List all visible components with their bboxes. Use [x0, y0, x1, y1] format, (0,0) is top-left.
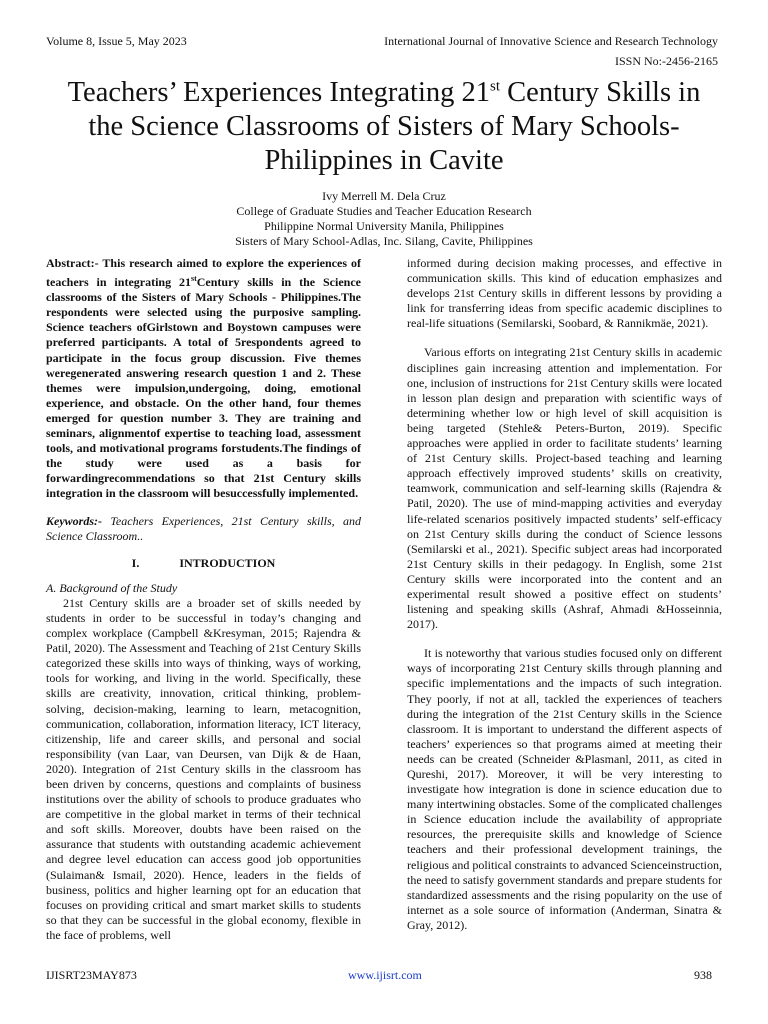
author-affiliation-1: College of Graduate Studies and Teacher Education Research — [236, 204, 532, 218]
author-name: Ivy Merrell M. Dela Cruz — [322, 189, 446, 203]
subsection-heading: A. Background of the Study — [46, 580, 178, 595]
left-column — [46, 256, 361, 943]
body-paragraph-4: It is noteworthy that various studies focused only on different ways of incorporating 21st Century skills through planning and specific implementations and the impacts of such integration. They poorly, if not at all, tackled the experiences of teachers during the integration of the 21st Century skills in the Science classroom. It is important to understand the different aspects of teachers’ experiences so that programs aimed at meeting their needs can be created (Schneider &Plasmanl, 2011, as cited in Qureshi, 2017). Moreover, it will be very interesting to investigate how integration is done in science education due to many intertwining obstacles. Some of the complicated challenges in Science education include the availability of appropriate resources, the prerequisite skills and knowledge of Science teachers and their professional development trainings, the religious and political constraints to advanced Scienceinstruction, the need to satisfy government standards and prepare students for standardized assessments and the rising popularity on the use of internet as a sole source of information (Anderman, Sinatra & Gray, 2012). — [407, 646, 722, 932]
abstract-label: Abstract:- — [46, 256, 99, 270]
body-paragraph-3: Various efforts on integrating 21st Century skills in academic disciplines gain increasing attention and implementation. For one, inclusion of instructions for 21st Century skills were located in lesson plan design and preparation with scientific ways of determining whether low or high level of skill acquisition is being targeted (Stehle& Peters-Burton, 2019). Specific approaches were applied in order to facilitate students’ learning of 21st Century skills. Project-based teaching and learning approach effectively improved students’ skills on creativity, teamwork, communication and self-learning skills (Rajendra & Patil, 2020). The use of mind-mapping activities and everyday life-related scenarios positively impacted students’ self-efficacy on 21st Century skills during the conduct of Science lessons (Semilarski et al., 2021). Specific subject areas had incorporated 21st Century skills in their pedagogy. In English, some 21st Century skills were incorporated into the content and an experimental result showed a positive effect on students’ listening and speaking skills (Ashraf, Ahmadi &Hosseinnia, 2017). — [407, 345, 722, 632]
abstract — [46, 256, 361, 502]
keywords — [46, 514, 361, 544]
abstract-superscript: st — [190, 274, 197, 284]
keywords-text: Teachers Experiences, 21st Century skills, and Science Classroom.. — [46, 513, 361, 543]
keywords-label: Keywords:- — [46, 513, 102, 528]
section-title: INTRODUCTION — [179, 555, 276, 570]
journal-name: International Journal of Innovative Science and Research Technology — [384, 34, 718, 48]
title-part2: Century Skills in the Science Classrooms of Sisters of Mary Schools-Philippines in Cavite — [88, 77, 701, 176]
paper-title — [60, 76, 708, 178]
paper-id: IJISRT23MAY873 — [46, 968, 137, 982]
website-link[interactable]: www.ijisrt.com — [348, 968, 422, 982]
volume-issue: Volume 8, Issue 5, May 2023 — [46, 34, 187, 48]
abstract-text-2: Century skills in the Science classrooms of the Sisters of Mary Schools - Philippines.The respondents were selected using the purposive sampling. Science teachers ofGirlstown and Boystown campuses were preferred participants. A total of 5respondents agreed to participate in the focus group discussion. Five themes weregenerated answering research question 1 and 2. These themes were impulsion,undergoing, doing, emotional experience, and obstacle. On the other hand, four themes emerged for question number 3. They are training and seminars, alignmentof expertise to teaching load, assessment tools, and motivational programs forstudents.The findings of the study were used as a basis for forwardingrecommendations so that 21st Century skills integration in the classroom will besuccessfully implemented. — [46, 275, 361, 501]
page-number: 938 — [694, 968, 712, 982]
title-part1: Teachers’ Experiences Integrating 21 — [67, 77, 491, 108]
right-column — [407, 256, 722, 933]
section-number: I. — [131, 555, 140, 570]
author-affiliation-2: Philippine Normal University Manila, Philippines — [264, 219, 504, 233]
abstract-text-1: This research aimed to explore the experiences of teachers in integrating 21 — [46, 256, 361, 290]
body-paragraph-2: informed during decision making processes, and effective in communication skills. This kind of education emphasizes and develops 21st Century skills in different lessons by providing a link for transferring ideas from specific academic disciplines to real-life situations (Semilarski, Soobard, & Rannikmäe, 2021). — [407, 256, 722, 331]
author-block — [100, 189, 668, 249]
body-paragraph-1: 21st Century skills are a broader set of skills needed by students in order to be successful in today’s changing and complex workplace (Campbell &Kresyman, 2015; Rajendra & Patil, 2020). The Assessment and Teaching of 21st Century Skills categorized these skills into ways of thinking, ways of working, tools for working, and living in the world. Specifically, these skills are creativity, innovation, critical thinking, problem-solving, decision-making, learning to learn, metacognition, communication, collaboration, information literacy, ICT literacy, citizenship, life and career skills, and personal and social responsibility (van Laar, van Deursen, van Dijk & de Haan, 2020). Integration of 21st Century skills in the classroom has been driven by concerns, questions and complaints of business institutions over the ability of schools to produce graduates who are competitive in the global market in terms of their technical and soft skills. Moreover, doubts have been raised on the assurance that students with outstanding academic achievement and degree level education can access good job opportunities (Sulaiman& Ismail, 2020). Hence, leaders in the fields of business, politics and higher learning opt for an education that focuses on providing critical and smart market skills to students so that they can be successful in the global economy, flexible in the face of problems, well — [46, 595, 361, 942]
issn: ISSN No:-2456-2165 — [614, 54, 718, 68]
author-affiliation-3: Sisters of Mary School-Adlas, Inc. Silang, Cavite, Philippines — [235, 234, 533, 248]
title-superscript: st — [490, 78, 501, 95]
section-heading — [46, 556, 361, 571]
